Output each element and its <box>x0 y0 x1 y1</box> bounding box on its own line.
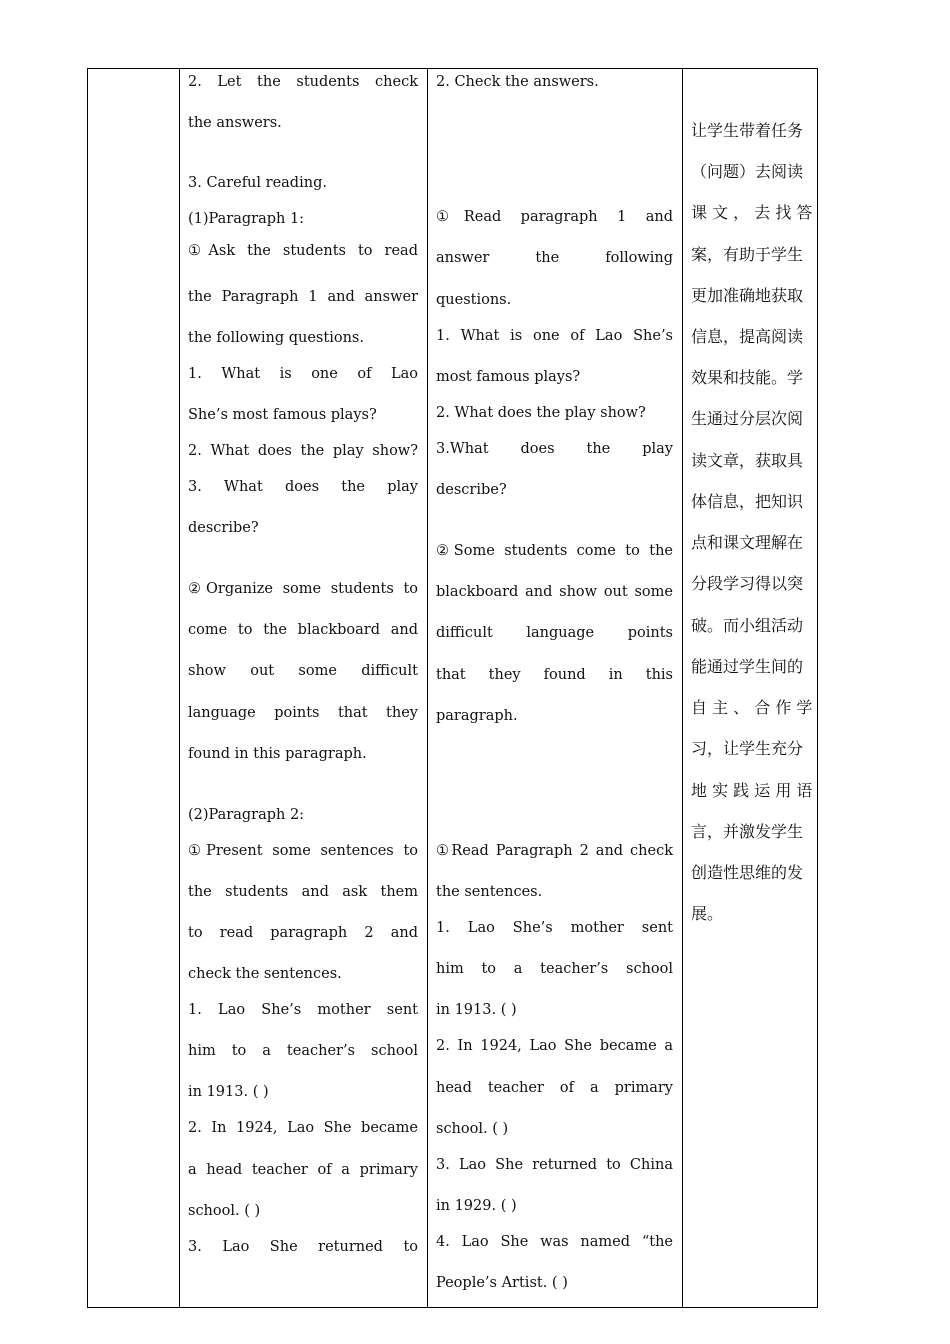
teacher-line: language points that they <box>188 705 418 721</box>
student-line: him to a teacher’s school <box>436 961 673 977</box>
teacher-line: ②Organize some students to <box>188 581 418 597</box>
teacher-line: check the sentences. <box>188 966 342 982</box>
teacher-line: the answers. <box>188 115 282 131</box>
column-divider <box>682 69 683 1307</box>
student-line: paragraph. <box>436 708 518 724</box>
student-line: questions. <box>436 292 512 308</box>
purpose-line: 地 实 践 运 用 语 <box>691 781 813 800</box>
student-line: answer the following <box>436 250 673 266</box>
teacher-line: the students and ask them <box>188 884 418 900</box>
purpose-line: 能通过学生间的 <box>691 657 804 676</box>
teacher-line: him to a teacher’s school <box>188 1043 418 1059</box>
student-line: 2. What does the play show? <box>436 405 646 421</box>
purpose-line: 分段学习得以突 <box>691 574 804 593</box>
purpose-line: 体信息，把知识 <box>691 492 804 511</box>
teacher-line: 2. What does the play show? <box>188 443 418 459</box>
purpose-line: 生通过分层次阅 <box>691 409 804 428</box>
teacher-line: 1. What is one of Lao <box>188 366 418 382</box>
student-line: ①Read paragraph 1 and <box>436 209 673 225</box>
purpose-line: 让学生带着任务 <box>691 121 804 140</box>
student-line: 2. In 1924, Lao She became a <box>436 1038 673 1054</box>
teacher-line: the Paragraph 1 and answer <box>188 289 418 305</box>
purpose-line: 更加准确地获取 <box>691 286 804 305</box>
teacher-line: (2)Paragraph 2: <box>188 807 305 823</box>
purpose-line: 习，让学生充分 <box>691 739 804 758</box>
purpose-line: 案，有助于学生 <box>691 245 804 264</box>
teacher-line: 3. Lao She returned to <box>188 1239 418 1255</box>
purpose-line: 创造性思维的发 <box>691 863 804 882</box>
teacher-line: 3. Careful reading. <box>188 175 327 191</box>
purpose-line: 点和课文理解在 <box>691 533 804 552</box>
teacher-line: ①Present some sentences to <box>188 843 418 859</box>
teacher-line: in 1913. ( ) <box>188 1084 269 1100</box>
purpose-line: 信息，提高阅读 <box>691 327 804 346</box>
purpose-line: 课 文 ， 去 找 答 <box>691 203 813 222</box>
purpose-line: 言，并激发学生 <box>691 822 804 841</box>
column-divider <box>427 69 428 1307</box>
teacher-line: come to the blackboard and <box>188 622 418 638</box>
student-line: the sentences. <box>436 884 543 900</box>
student-line: People’s Artist. ( ) <box>436 1275 568 1291</box>
teacher-line: She’s most famous plays? <box>188 407 377 423</box>
student-line: 1. What is one of Lao She’s <box>436 328 673 344</box>
student-line: 2. Check the answers. <box>436 74 599 90</box>
teacher-line: (1)Paragraph 1: <box>188 211 305 227</box>
student-line: difficult language points <box>436 625 673 641</box>
teacher-line: found in this paragraph. <box>188 746 367 762</box>
teacher-line: to read paragraph 2 and <box>188 925 418 941</box>
purpose-line: 读文章，获取具 <box>691 451 804 470</box>
student-line: head teacher of a primary <box>436 1080 673 1096</box>
purpose-line: （问题）去阅读 <box>691 162 804 181</box>
teacher-line: a head teacher of a primary <box>188 1162 418 1178</box>
student-line: that they found in this <box>436 667 673 683</box>
student-line: ①Read Paragraph 2 and check <box>436 843 673 859</box>
teacher-line: school. ( ) <box>188 1203 261 1219</box>
teacher-line: 2. Let the students check <box>188 74 418 90</box>
purpose-line: 自 主 、 合 作 学 <box>691 698 813 717</box>
teacher-line: ①Ask the students to read <box>188 243 418 259</box>
teacher-line: 1. Lao She’s mother sent <box>188 1002 418 1018</box>
purpose-line: 展。 <box>691 904 724 923</box>
teacher-line: 3. What does the play <box>188 479 418 495</box>
student-line: 3.What does the play <box>436 441 673 457</box>
student-line: blackboard and show out some <box>436 584 673 600</box>
column-divider <box>179 69 180 1307</box>
student-line: school. ( ) <box>436 1121 509 1137</box>
student-line: 4. Lao She was named “the <box>436 1234 673 1250</box>
student-line: describe? <box>436 482 507 498</box>
teacher-line: show out some difficult <box>188 663 418 679</box>
teacher-line: describe? <box>188 520 259 536</box>
student-line: 3. Lao She returned to China <box>436 1157 673 1173</box>
student-line: ②Some students come to the <box>436 543 673 559</box>
student-line: in 1929. ( ) <box>436 1198 517 1214</box>
student-line: 1. Lao She’s mother sent <box>436 920 673 936</box>
student-line: most famous plays? <box>436 369 581 385</box>
purpose-line: 效果和技能。学 <box>691 368 804 387</box>
purpose-line: 破。而小组活动 <box>691 616 804 635</box>
teacher-line: 2. In 1924, Lao She became <box>188 1120 418 1136</box>
teacher-line: the following questions. <box>188 330 364 346</box>
student-line: in 1913. ( ) <box>436 1002 517 1018</box>
